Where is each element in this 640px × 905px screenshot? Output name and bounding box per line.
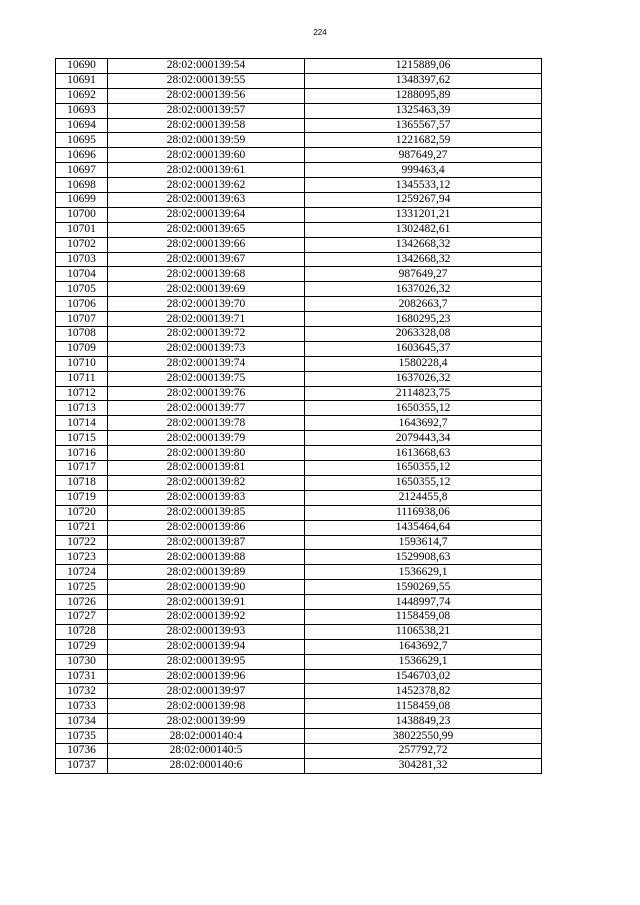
cadastral-number-cell: 28:02:000139:63 xyxy=(108,193,305,208)
table-row xyxy=(56,401,542,416)
table-row xyxy=(56,148,542,163)
cadastral-number-cell: 28:02:000139:99 xyxy=(108,714,305,729)
cadastral-number-cell: 28:02:000139:86 xyxy=(108,520,305,535)
value-cell: 987649,27 xyxy=(305,148,542,163)
table-row xyxy=(56,282,542,297)
cadastral-number-cell: 28:02:000139:85 xyxy=(108,505,305,520)
cadastral-number-cell: 28:02:000139:73 xyxy=(108,341,305,356)
table-row xyxy=(56,490,542,505)
value-cell: 1342668,32 xyxy=(305,237,542,252)
cadastral-number-cell: 28:02:000139:98 xyxy=(108,699,305,714)
row-number-cell: 10718 xyxy=(56,475,108,490)
cadastral-number-cell: 28:02:000139:95 xyxy=(108,654,305,669)
value-cell: 1365567,57 xyxy=(305,118,542,133)
table-row xyxy=(56,163,542,178)
cadastral-number-cell: 28:02:000139:90 xyxy=(108,580,305,595)
table-row xyxy=(56,654,542,669)
value-cell: 1435464,64 xyxy=(305,520,542,535)
row-number-cell: 10703 xyxy=(56,252,108,267)
row-number-cell: 10697 xyxy=(56,163,108,178)
value-cell: 1529908,63 xyxy=(305,550,542,565)
cadastral-number-cell: 28:02:000139:60 xyxy=(108,148,305,163)
cadastral-number-cell: 28:02:000139:74 xyxy=(108,356,305,371)
value-cell: 1643692,7 xyxy=(305,639,542,654)
value-cell: 2114823,75 xyxy=(305,386,542,401)
row-number-cell: 10721 xyxy=(56,520,108,535)
table-row xyxy=(56,118,542,133)
value-cell: 1331201,21 xyxy=(305,207,542,222)
row-number-cell: 10695 xyxy=(56,133,108,148)
value-cell: 1345533,12 xyxy=(305,178,542,193)
value-cell: 1590269,55 xyxy=(305,580,542,595)
cadastral-number-cell: 28:02:000140:5 xyxy=(108,743,305,758)
cadastral-number-cell: 28:02:000139:54 xyxy=(108,59,305,74)
value-cell: 1106538,21 xyxy=(305,624,542,639)
row-number-cell: 10693 xyxy=(56,103,108,118)
cadastral-number-cell: 28:02:000139:76 xyxy=(108,386,305,401)
cadastral-number-cell: 28:02:000139:82 xyxy=(108,475,305,490)
value-cell: 1536629,1 xyxy=(305,654,542,669)
row-number-cell: 10731 xyxy=(56,669,108,684)
table-row xyxy=(56,178,542,193)
table-row xyxy=(56,341,542,356)
table-row xyxy=(56,312,542,327)
value-cell: 1643692,7 xyxy=(305,416,542,431)
table-row xyxy=(56,207,542,222)
value-cell: 1215889,06 xyxy=(305,59,542,74)
value-cell: 1158459,08 xyxy=(305,699,542,714)
cadastral-number-cell: 28:02:000139:58 xyxy=(108,118,305,133)
row-number-cell: 10705 xyxy=(56,282,108,297)
value-cell: 1680295,23 xyxy=(305,312,542,327)
value-cell: 1116938,06 xyxy=(305,505,542,520)
row-number-cell: 10729 xyxy=(56,639,108,654)
row-number-cell: 10715 xyxy=(56,431,108,446)
row-number-cell: 10708 xyxy=(56,327,108,342)
row-number-cell: 10714 xyxy=(56,416,108,431)
value-cell: 999463,4 xyxy=(305,163,542,178)
row-number-cell: 10717 xyxy=(56,461,108,476)
row-number-cell: 10713 xyxy=(56,401,108,416)
cadastral-number-cell: 28:02:000139:66 xyxy=(108,237,305,252)
row-number-cell: 10700 xyxy=(56,207,108,222)
value-cell: 1593614,7 xyxy=(305,535,542,550)
cadastral-number-cell: 28:02:000139:96 xyxy=(108,669,305,684)
cadastral-number-cell: 28:02:000140:6 xyxy=(108,758,305,773)
row-number-cell: 10712 xyxy=(56,386,108,401)
row-number-cell: 10734 xyxy=(56,714,108,729)
cadastral-number-cell: 28:02:000140:4 xyxy=(108,729,305,744)
table-row xyxy=(56,356,542,371)
cadastral-number-cell: 28:02:000139:81 xyxy=(108,461,305,476)
value-cell: 2063328,08 xyxy=(305,327,542,342)
row-number-cell: 10692 xyxy=(56,88,108,103)
value-cell: 1546703,02 xyxy=(305,669,542,684)
row-number-cell: 10711 xyxy=(56,371,108,386)
table-row xyxy=(56,609,542,624)
cadastral-number-cell: 28:02:000139:80 xyxy=(108,446,305,461)
value-cell: 2082663,7 xyxy=(305,297,542,312)
cadastral-number-cell: 28:02:000139:67 xyxy=(108,252,305,267)
value-cell: 1325463,39 xyxy=(305,103,542,118)
table-row xyxy=(56,416,542,431)
value-cell: 257792,72 xyxy=(305,743,542,758)
value-cell: 1650355,12 xyxy=(305,401,542,416)
row-number-cell: 10727 xyxy=(56,609,108,624)
value-cell: 1302482,61 xyxy=(305,222,542,237)
row-number-cell: 10737 xyxy=(56,758,108,773)
row-number-cell: 10726 xyxy=(56,595,108,610)
cadastral-number-cell: 28:02:000139:93 xyxy=(108,624,305,639)
table-row xyxy=(56,505,542,520)
cadastral-number-cell: 28:02:000139:57 xyxy=(108,103,305,118)
row-number-cell: 10728 xyxy=(56,624,108,639)
row-number-cell: 10694 xyxy=(56,118,108,133)
value-cell: 1536629,1 xyxy=(305,565,542,580)
value-cell: 1613668,63 xyxy=(305,446,542,461)
cadastral-number-cell: 28:02:000139:64 xyxy=(108,207,305,222)
value-cell: 1637026,32 xyxy=(305,371,542,386)
value-cell: 1259267,94 xyxy=(305,193,542,208)
table-row xyxy=(56,758,542,773)
table-row xyxy=(56,386,542,401)
row-number-cell: 10716 xyxy=(56,446,108,461)
value-cell: 1342668,32 xyxy=(305,252,542,267)
row-number-cell: 10735 xyxy=(56,729,108,744)
value-cell: 1448997,74 xyxy=(305,595,542,610)
row-number-cell: 10725 xyxy=(56,580,108,595)
table-row xyxy=(56,520,542,535)
value-cell: 2079443,34 xyxy=(305,431,542,446)
row-number-cell: 10691 xyxy=(56,73,108,88)
table-row xyxy=(56,222,542,237)
cadastral-number-cell: 28:02:000139:61 xyxy=(108,163,305,178)
row-number-cell: 10709 xyxy=(56,341,108,356)
table-row xyxy=(56,103,542,118)
value-cell: 1603645,37 xyxy=(305,341,542,356)
cadastral-number-cell: 28:02:000139:77 xyxy=(108,401,305,416)
value-cell: 1348397,62 xyxy=(305,73,542,88)
cadastral-number-cell: 28:02:000139:83 xyxy=(108,490,305,505)
value-cell: 38022550,99 xyxy=(305,729,542,744)
table-row xyxy=(56,133,542,148)
row-number-cell: 10710 xyxy=(56,356,108,371)
row-number-cell: 10733 xyxy=(56,699,108,714)
cadastral-number-cell: 28:02:000139:78 xyxy=(108,416,305,431)
value-cell: 1158459,08 xyxy=(305,609,542,624)
row-number-cell: 10720 xyxy=(56,505,108,520)
value-cell: 1637026,32 xyxy=(305,282,542,297)
row-number-cell: 10730 xyxy=(56,654,108,669)
table-row xyxy=(56,669,542,684)
table-row xyxy=(56,267,542,282)
row-number-cell: 10706 xyxy=(56,297,108,312)
row-number-cell: 10702 xyxy=(56,237,108,252)
cadastral-number-cell: 28:02:000139:88 xyxy=(108,550,305,565)
value-cell: 1452378,82 xyxy=(305,684,542,699)
table-row xyxy=(56,595,542,610)
value-cell: 1438849,23 xyxy=(305,714,542,729)
cadastral-number-cell: 28:02:000139:75 xyxy=(108,371,305,386)
value-cell: 1221682,59 xyxy=(305,133,542,148)
table-row xyxy=(56,371,542,386)
cadastral-number-cell: 28:02:000139:92 xyxy=(108,609,305,624)
row-number-cell: 10690 xyxy=(56,59,108,74)
row-number-cell: 10736 xyxy=(56,743,108,758)
row-number-cell: 10732 xyxy=(56,684,108,699)
row-number-cell: 10719 xyxy=(56,490,108,505)
value-cell: 1650355,12 xyxy=(305,461,542,476)
row-number-cell: 10704 xyxy=(56,267,108,282)
cadastral-number-cell: 28:02:000139:68 xyxy=(108,267,305,282)
row-number-cell: 10722 xyxy=(56,535,108,550)
table-row xyxy=(56,446,542,461)
row-number-cell: 10696 xyxy=(56,148,108,163)
table-row xyxy=(56,729,542,744)
value-cell: 2124455,8 xyxy=(305,490,542,505)
table-row xyxy=(56,327,542,342)
row-number-cell: 10699 xyxy=(56,193,108,208)
table-row xyxy=(56,73,542,88)
cadastral-number-cell: 28:02:000139:89 xyxy=(108,565,305,580)
cadastral-number-cell: 28:02:000139:97 xyxy=(108,684,305,699)
row-number-cell: 10707 xyxy=(56,312,108,327)
cadastral-number-cell: 28:02:000139:62 xyxy=(108,178,305,193)
table-row xyxy=(56,475,542,490)
cadastral-number-cell: 28:02:000139:79 xyxy=(108,431,305,446)
cadastral-number-cell: 28:02:000139:72 xyxy=(108,327,305,342)
cadastral-number-cell: 28:02:000139:91 xyxy=(108,595,305,610)
cadastral-number-cell: 28:02:000139:69 xyxy=(108,282,305,297)
cadastral-number-cell: 28:02:000139:71 xyxy=(108,312,305,327)
table-row xyxy=(56,237,542,252)
cadastral-number-cell: 28:02:000139:87 xyxy=(108,535,305,550)
table-row xyxy=(56,535,542,550)
table-row xyxy=(56,252,542,267)
cadastral-number-cell: 28:02:000139:65 xyxy=(108,222,305,237)
table-row xyxy=(56,639,542,654)
table-row xyxy=(56,59,542,74)
cadastral-number-cell: 28:02:000139:70 xyxy=(108,297,305,312)
row-number-cell: 10724 xyxy=(56,565,108,580)
cadastral-number-cell: 28:02:000139:55 xyxy=(108,73,305,88)
table-row xyxy=(56,624,542,639)
table-row xyxy=(56,431,542,446)
table-row xyxy=(56,699,542,714)
cadastral-number-cell: 28:02:000139:59 xyxy=(108,133,305,148)
cadastral-number-cell: 28:02:000139:94 xyxy=(108,639,305,654)
table-row xyxy=(56,193,542,208)
page-number: 224 xyxy=(313,28,327,37)
row-number-cell: 10698 xyxy=(56,178,108,193)
value-cell: 1580228,4 xyxy=(305,356,542,371)
table-body xyxy=(56,59,542,774)
table-row xyxy=(56,565,542,580)
table-row xyxy=(56,714,542,729)
row-number-cell: 10723 xyxy=(56,550,108,565)
value-cell: 1288095,89 xyxy=(305,88,542,103)
value-cell: 304281,32 xyxy=(305,758,542,773)
cadastral-number-cell: 28:02:000139:56 xyxy=(108,88,305,103)
table-row xyxy=(56,88,542,103)
table-row xyxy=(56,684,542,699)
table-row xyxy=(56,550,542,565)
table-row xyxy=(56,461,542,476)
row-number-cell: 10701 xyxy=(56,222,108,237)
table-row xyxy=(56,580,542,595)
value-cell: 1650355,12 xyxy=(305,475,542,490)
table-row xyxy=(56,297,542,312)
data-table xyxy=(55,58,542,774)
value-cell: 987649,27 xyxy=(305,267,542,282)
table-row xyxy=(56,743,542,758)
